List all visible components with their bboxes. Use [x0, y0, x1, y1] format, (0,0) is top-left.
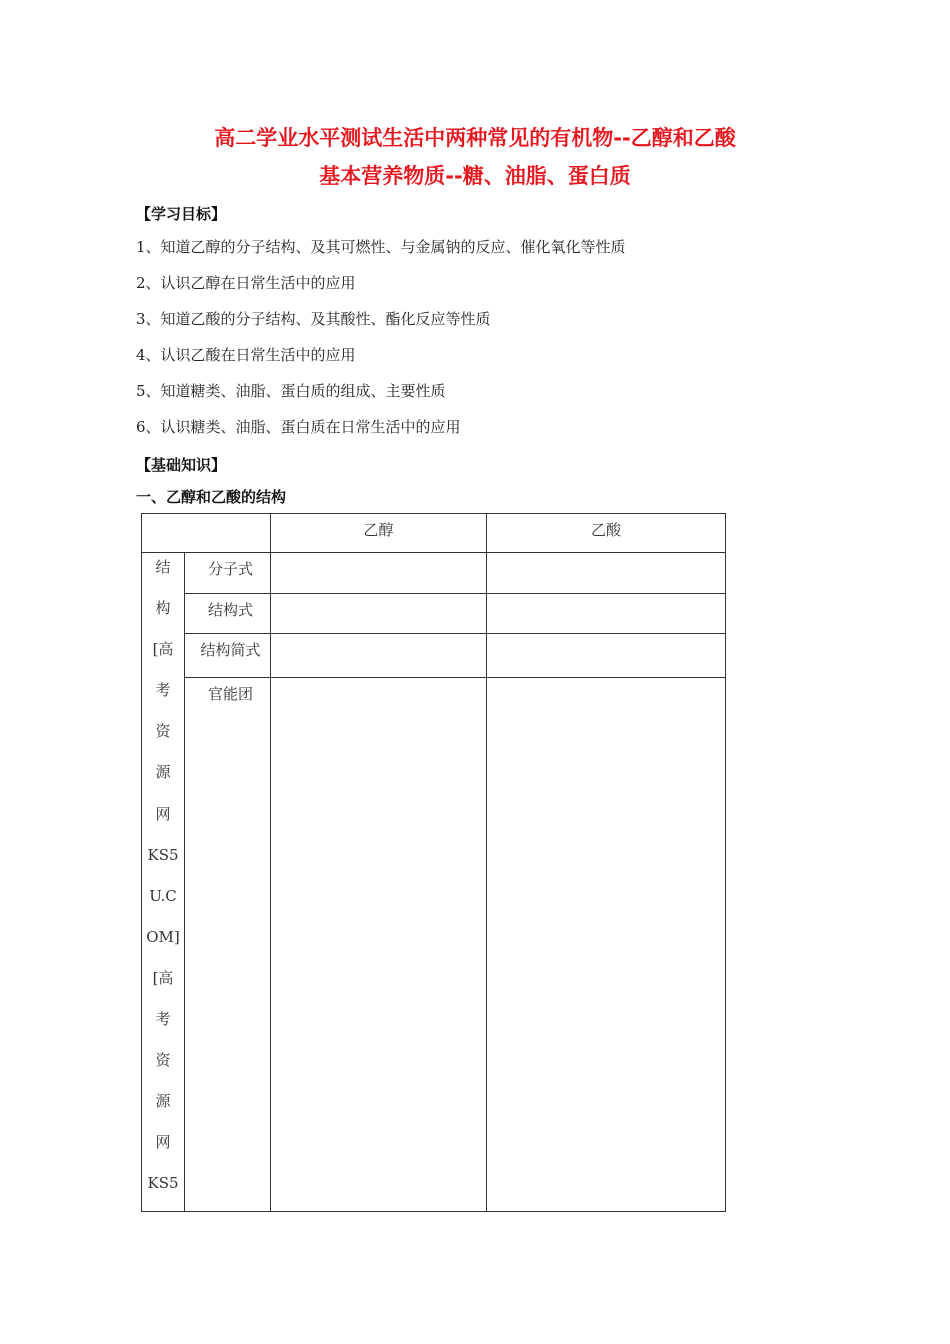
column-header-ethanol: 乙醇 [271, 514, 487, 553]
side-label-char: 构 [155, 599, 171, 618]
ethanol-molecular-formula-cell [271, 553, 487, 594]
objective-item: 1、知道乙醇的分子结构、及其可燃性、与金属钠的反应、催化氧化等性质 [136, 238, 626, 256]
page-title: 高二学业水平测试生活中两种常见的有机物--乙醇和乙酸 [214, 126, 736, 150]
ethanol-functional-group-cell [271, 677, 487, 1211]
acetic-structural-formula-cell [487, 593, 726, 633]
objectives-heading: 【学习目标】 [136, 205, 227, 223]
acetic-molecular-formula-cell [487, 553, 726, 594]
side-label-char: KS5 [147, 1174, 179, 1193]
row-label-molecular-formula: 分子式 [185, 553, 271, 594]
side-label-char: 网 [155, 804, 171, 823]
side-label-char: [高 [152, 968, 174, 987]
page-subtitle: 基本营养物质--糖、油脂、蛋白质 [319, 164, 631, 188]
acetic-condensed-formula-cell [487, 633, 726, 677]
side-label-char: 源 [155, 1092, 171, 1111]
structure-table [141, 513, 726, 1212]
objective-item: 3、知道乙酸的分子结构、及其酸性、酯化反应等性质 [136, 310, 491, 328]
structure-side-label [142, 553, 185, 1212]
objective-item: 6、认识糖类、油脂、蛋白质在日常生活中的应用 [136, 418, 461, 436]
side-label-char: 源 [155, 763, 171, 782]
side-label-char: OM] [146, 927, 180, 946]
side-label-char: 资 [155, 1051, 171, 1070]
side-label-char: 结 [155, 558, 171, 576]
table-corner-cell [142, 514, 271, 553]
side-label-char: 资 [155, 722, 171, 741]
side-label-char: U.C [149, 886, 177, 905]
side-label-char: [高 [152, 640, 174, 659]
row-label-functional-group: 官能团 [185, 677, 271, 1211]
side-label-char: 考 [155, 681, 171, 700]
row-label-condensed-formula: 结构简式 [185, 633, 271, 677]
side-label-char: KS5 [147, 845, 179, 864]
ethanol-structural-formula-cell [271, 593, 487, 633]
section-heading: 一、乙醇和乙酸的结构 [136, 488, 287, 506]
side-label-char: 考 [155, 1010, 171, 1029]
objective-item: 5、知道糖类、油脂、蛋白质的组成、主要性质 [136, 382, 446, 400]
ethanol-condensed-formula-cell [271, 633, 487, 677]
objective-item: 2、认识乙醇在日常生活中的应用 [136, 274, 356, 292]
side-label-char: 网 [155, 1133, 171, 1152]
acetic-functional-group-cell [487, 677, 726, 1211]
basics-heading: 【基础知识】 [136, 456, 227, 474]
column-header-acetic-acid: 乙酸 [487, 514, 726, 553]
row-label-structural-formula: 结构式 [185, 593, 271, 633]
objective-item: 4、认识乙酸在日常生活中的应用 [136, 346, 356, 364]
